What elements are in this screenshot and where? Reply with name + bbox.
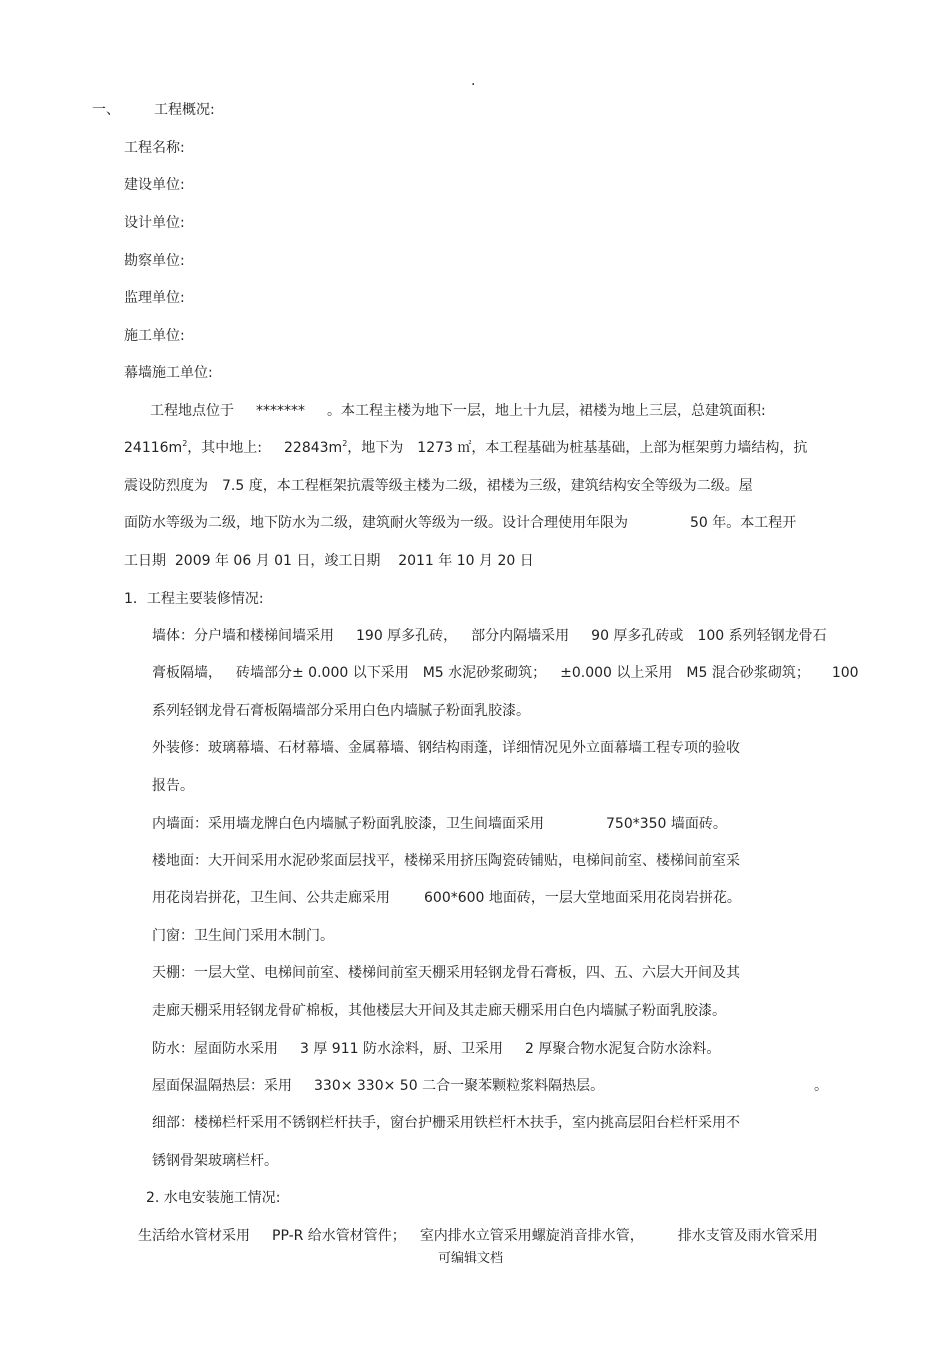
text: 工程地点位于 xyxy=(150,403,234,419)
ceiling-line-2: 走廊天棚采用轻钢龙骨矿棉板，其他楼层大开间及其走廊天棚采用白色内墙腻子粉面乳胶漆。 xyxy=(152,1003,726,1019)
text: 190 厚多孔砖， xyxy=(356,628,458,644)
text: 22843m xyxy=(284,440,343,456)
floor-line-2 xyxy=(152,889,741,907)
text: 膏板隔墙， xyxy=(152,665,222,681)
detail-line-2: 锈钢骨架玻璃栏杆。 xyxy=(152,1153,278,1169)
text: 。本工程主楼为地下一层，地上十九层，裙楼为地上三层，总建筑面积: xyxy=(327,403,766,419)
text: 7.5 度，本工程框架抗震等级主楼为二级，裙楼为三级，建筑结构安全等级为二级。屋 xyxy=(222,478,753,494)
wall-line-1 xyxy=(152,627,827,645)
section-number: 一、 xyxy=(92,102,120,118)
text: 内墙面：采用墙龙牌白色内墙腻子粉面乳胶漆，卫生间墙面采用 xyxy=(152,816,544,832)
text: 2 厚聚合物水泥复合防水涂料。 xyxy=(524,1041,721,1057)
text: 震设防烈度为 xyxy=(124,478,208,494)
superscript: 2 xyxy=(342,439,348,448)
text: ±0.000 以上采用 xyxy=(560,665,673,681)
interior-wall-line xyxy=(152,815,727,833)
field-client: 建设单位: xyxy=(124,177,185,193)
text: 1273 ㎡，本工程基础为桩基基础，上部为框架剪力墙结构，抗 xyxy=(417,440,808,456)
wall-line-3: 系列轻钢龙骨石膏板隔墙部分采用白色内墙腻子粉面乳胶漆。 xyxy=(152,703,530,719)
text: 排水支管及雨水管采用 xyxy=(677,1228,818,1244)
roof-insulation-end: 。 xyxy=(814,1078,828,1094)
text: 部分内隔墙采用 xyxy=(471,628,570,644)
text: M5 混合砂浆砌筑； xyxy=(686,665,810,681)
plumbing-heading: 2. 水电安装施工情况: xyxy=(146,1190,281,1206)
text: 防水：屋面防水采用 xyxy=(152,1041,278,1057)
text: 50 年。本工程开 xyxy=(690,515,797,531)
header-dot: . xyxy=(471,73,476,89)
text: 90 厚多孔砖或 xyxy=(591,628,684,644)
wall-line-2 xyxy=(152,664,859,682)
text: 3 厚 911 防水涂料，厨、卫采用 xyxy=(300,1041,503,1057)
roof-insulation-line xyxy=(152,1077,604,1095)
text: 750*350 墙面砖。 xyxy=(606,816,727,832)
section-title: 工程概况: xyxy=(154,102,215,118)
text: 用花岗岩拼花，卫生间、公共走廊采用 xyxy=(152,890,390,906)
overview-line-3 xyxy=(124,477,753,495)
text: ，其中地上: xyxy=(187,440,262,456)
text: M5 水泥砂浆砌筑； xyxy=(422,665,547,681)
plumbing-line-1 xyxy=(138,1227,818,1245)
field-designer: 设计单位: xyxy=(124,215,185,231)
overview-line-4 xyxy=(124,514,796,532)
text: 100 xyxy=(831,665,859,681)
text: 生活给水管材采用 xyxy=(138,1228,250,1244)
field-project-name: 工程名称: xyxy=(124,140,185,156)
text: 墙体：分户墙和楼梯间墙采用 xyxy=(152,628,334,644)
overview-line-2 xyxy=(124,439,807,457)
field-contractor: 施工单位: xyxy=(124,328,185,344)
detail-line-1: 细部：楼梯栏杆采用不锈钢栏杆扶手，窗台护栅采用铁栏杆木扶手，室内挑高层阳台栏杆采用不 xyxy=(152,1115,740,1131)
text: 面防水等级为二级，地下防水为二级，建筑耐火等级为一级。设计合理使用年限为 xyxy=(124,515,628,531)
decoration-heading: 1．工程主要装修情况: xyxy=(124,591,264,607)
text: PP-R 给水管材管件； xyxy=(272,1228,406,1244)
text: 600*600 地面砖，一层大堂地面采用花岗岩拼花。 xyxy=(424,890,741,906)
overview-line-5: 工日期 2009 年 06 月 01 日，竣工日期 2011 年 10 月 20 日 xyxy=(124,553,534,569)
location-mask: ******* xyxy=(256,403,305,419)
ceiling-line-1: 天棚：一层大堂、电梯间前室、楼梯间前室天棚采用轻钢龙骨石膏板，四、五、六层大开间及其 xyxy=(152,965,740,981)
text: ，地下为 xyxy=(347,440,404,456)
exterior-line-1: 外装修：玻璃幕墙、石材幕墙、金属幕墙、钢结构雨蓬，详细情况见外立面幕墙工程专项的验收 xyxy=(152,740,740,756)
field-curtain-wall-contractor: 幕墙施工单位: xyxy=(124,365,213,381)
section-heading xyxy=(92,101,215,119)
text: 100 系列轻钢龙骨石 xyxy=(697,628,827,644)
text: 24116m xyxy=(124,440,183,456)
text: 砖墙部分± 0.000 以下采用 xyxy=(236,665,409,681)
text: 330× 330× 50 二合一聚苯颗粒浆料隔热层。 xyxy=(314,1078,605,1094)
superscript: 2 xyxy=(182,439,188,448)
floor-line-1: 楼地面：大开间采用水泥砂浆面层找平，楼梯采用挤压陶瓷砖铺贴，电梯间前室、楼梯间前室采 xyxy=(152,853,740,869)
field-surveyor: 勘察单位: xyxy=(124,253,185,269)
footer-label: 可编辑文档 xyxy=(438,1251,504,1266)
waterproof-line xyxy=(152,1040,720,1058)
exterior-line-2: 报告。 xyxy=(152,778,194,794)
text: 屋面保温隔热层：采用 xyxy=(152,1078,292,1094)
field-supervisor: 监理单位: xyxy=(124,290,185,306)
text: 室内排水立管采用螺旋消音排水管， xyxy=(419,1228,644,1244)
overview-line-1 xyxy=(150,402,766,420)
door-window-line: 门窗：卫生间门采用木制门。 xyxy=(152,928,334,944)
